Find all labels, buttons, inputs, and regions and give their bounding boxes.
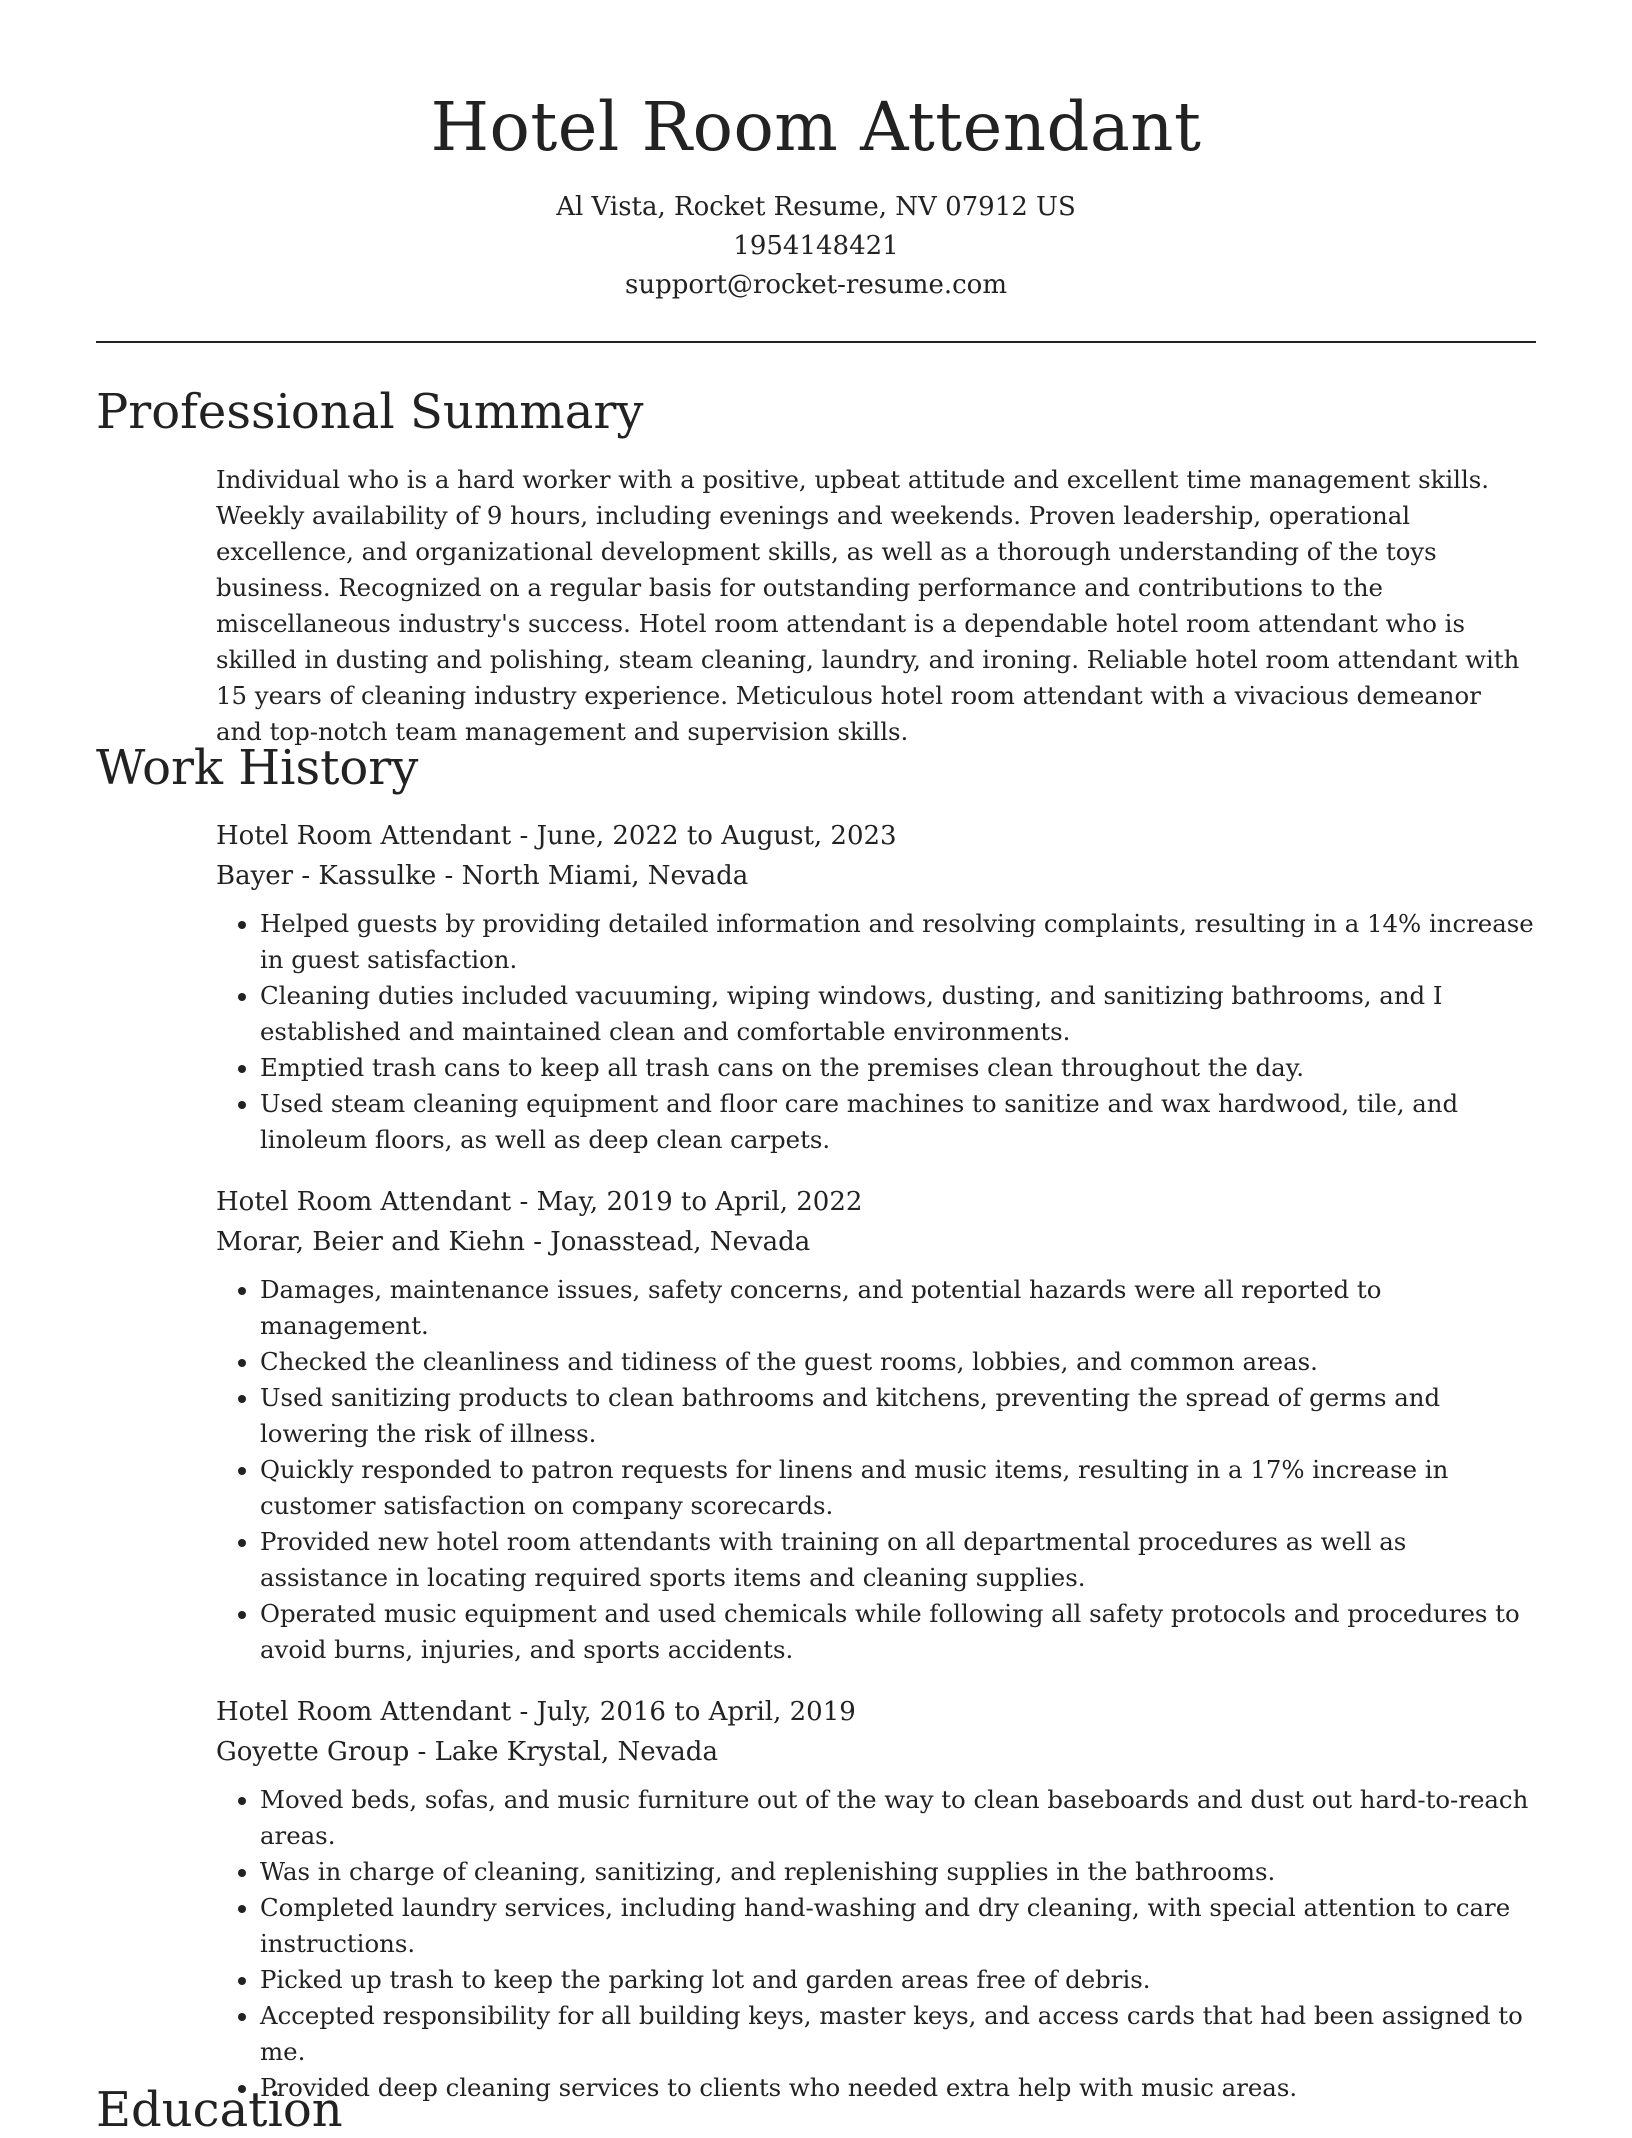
job-title-line: Hotel Room Attendant - May, 2019 to April, 2022	[216, 1187, 863, 1217]
job-title: Hotel Room Attendant	[216, 1187, 512, 1217]
job-company-line: Goyette Group - Lake Krystal, Nevada	[216, 1737, 718, 1767]
job-duty: • Damages, maintenance issues, safety concerns, and potential hazards were all reported to management.	[260, 1272, 1536, 1344]
job-company-line: Morar, Beier and Kiehn - Jonasstead, Nevada	[216, 1227, 811, 1257]
job-location: North Miami, Nevada	[461, 861, 749, 891]
job-duty: • Cleaning duties included vacuuming, wiping windows, dusting, and sanitizing bathrooms, and I established and maintained clean and comfortable environments.	[260, 978, 1536, 1050]
job-location: Lake Krystal, Nevada	[434, 1737, 718, 1767]
job-duty: • Accepted responsibility for all building keys, master keys, and access cards that had been assigned to me.	[260, 1998, 1536, 2070]
candidate-name: Hotel Room Attendant	[430, 88, 1202, 166]
work-history-heading: Work History	[96, 740, 419, 796]
email-address: support@rocket-resume.com	[624, 270, 1007, 300]
job-company: Morar, Beier and Kiehn	[216, 1227, 525, 1257]
job-company: Bayer - Kassulke	[216, 861, 437, 891]
job-duty: • Moved beds, sofas, and music furniture out of the way to clean baseboards and dust out hard-to-reach areas.	[260, 1782, 1536, 1854]
address: Al Vista, Rocket Resume, NV 07912 US	[556, 192, 1076, 222]
job-entry	[216, 1692, 1536, 2106]
phone-number: 1954148421	[733, 231, 899, 261]
job-duty: • Provided deep cleaning services to clients who needed extra help with music areas.	[260, 2070, 1536, 2106]
job-entry	[216, 1182, 1536, 1668]
job-title-line: Hotel Room Attendant - July, 2016 to April, 2019	[216, 1697, 856, 1727]
job-duties-list	[216, 906, 1536, 1158]
contact-info	[0, 188, 1632, 305]
job-entry	[216, 816, 1536, 1158]
job-title: Hotel Room Attendant	[216, 821, 512, 851]
education-heading: Education	[96, 2082, 343, 2138]
job-duty: • Quickly responded to patron requests for linens and music items, resulting in a 17% increase in customer satisfaction on company scorecards.	[260, 1452, 1536, 1524]
work-history-list	[216, 816, 1536, 2130]
job-duty: • Operated music equipment and used chemicals while following all safety protocols and procedures to avoid burns, injuries, and sports accidents.	[260, 1596, 1536, 1668]
job-duty: • Used steam cleaning equipment and floor care machines to sanitize and wax hardwood, tile, and linoleum floors, as well as deep clean carpets.	[260, 1086, 1536, 1158]
summary-text: Individual who is a hard worker with a positive, upbeat attitude and excellent time management skills. Weekly availability of 9 hours, including evenings and weekends. Proven leadership, operational excellence, and organizational development skills, as well as a thorough understanding of the toys business. Recognized on a regular basis for outstanding performance and contributions to the miscellaneous industry's success. Hotel room attendant is a dependable hotel room attendant who is skilled in dusting and polishing, steam cleaning, laundry, and ironing. Reliable hotel room attendant with 15 years of cleaning industry experience. Meticulous hotel room attendant with a vivacious demeanor and top-notch team management and supervision skills.	[216, 465, 1520, 746]
resume-header	[0, 0, 1632, 305]
job-duty: • Provided new hotel room attendants with training on all departmental procedures as well as assistance in locating required sports items and cleaning supplies.	[260, 1524, 1536, 1596]
job-title: Hotel Room Attendant	[216, 1697, 512, 1727]
job-duty: • Helped guests by providing detailed information and resolving complaints, resulting in a 14% increase in guest satisfaction.	[260, 906, 1536, 978]
job-dates: May, 2019 to April, 2022	[536, 1187, 863, 1217]
job-title-line: Hotel Room Attendant - June, 2022 to August, 2023	[216, 821, 897, 851]
job-company: Goyette Group	[216, 1737, 410, 1767]
job-duties-list	[216, 1782, 1536, 2106]
job-duty: • Was in charge of cleaning, sanitizing, and replenishing supplies in the bathrooms.	[260, 1854, 1536, 1890]
job-duties-list	[216, 1272, 1536, 1668]
job-dates: June, 2022 to August, 2023	[536, 821, 897, 851]
job-location: Jonasstead, Nevada	[550, 1227, 811, 1257]
header-divider	[96, 341, 1536, 343]
summary-heading: Professional Summary	[96, 384, 644, 440]
job-duty: • Completed laundry services, including hand-washing and dry cleaning, with special attention to care instructions.	[260, 1890, 1536, 1962]
job-duty: • Checked the cleanliness and tidiness of the guest rooms, lobbies, and common areas.	[260, 1344, 1536, 1380]
job-duty: • Picked up trash to keep the parking lot and garden areas free of debris.	[260, 1962, 1536, 1998]
job-duty: • Emptied trash cans to keep all trash cans on the premises clean throughout the day.	[260, 1050, 1536, 1086]
job-dates: July, 2016 to April, 2019	[536, 1697, 856, 1727]
job-company-line: Bayer - Kassulke - North Miami, Nevada	[216, 861, 749, 891]
job-duty: • Used sanitizing products to clean bathrooms and kitchens, preventing the spread of germs and lowering the risk of illness.	[260, 1380, 1536, 1452]
